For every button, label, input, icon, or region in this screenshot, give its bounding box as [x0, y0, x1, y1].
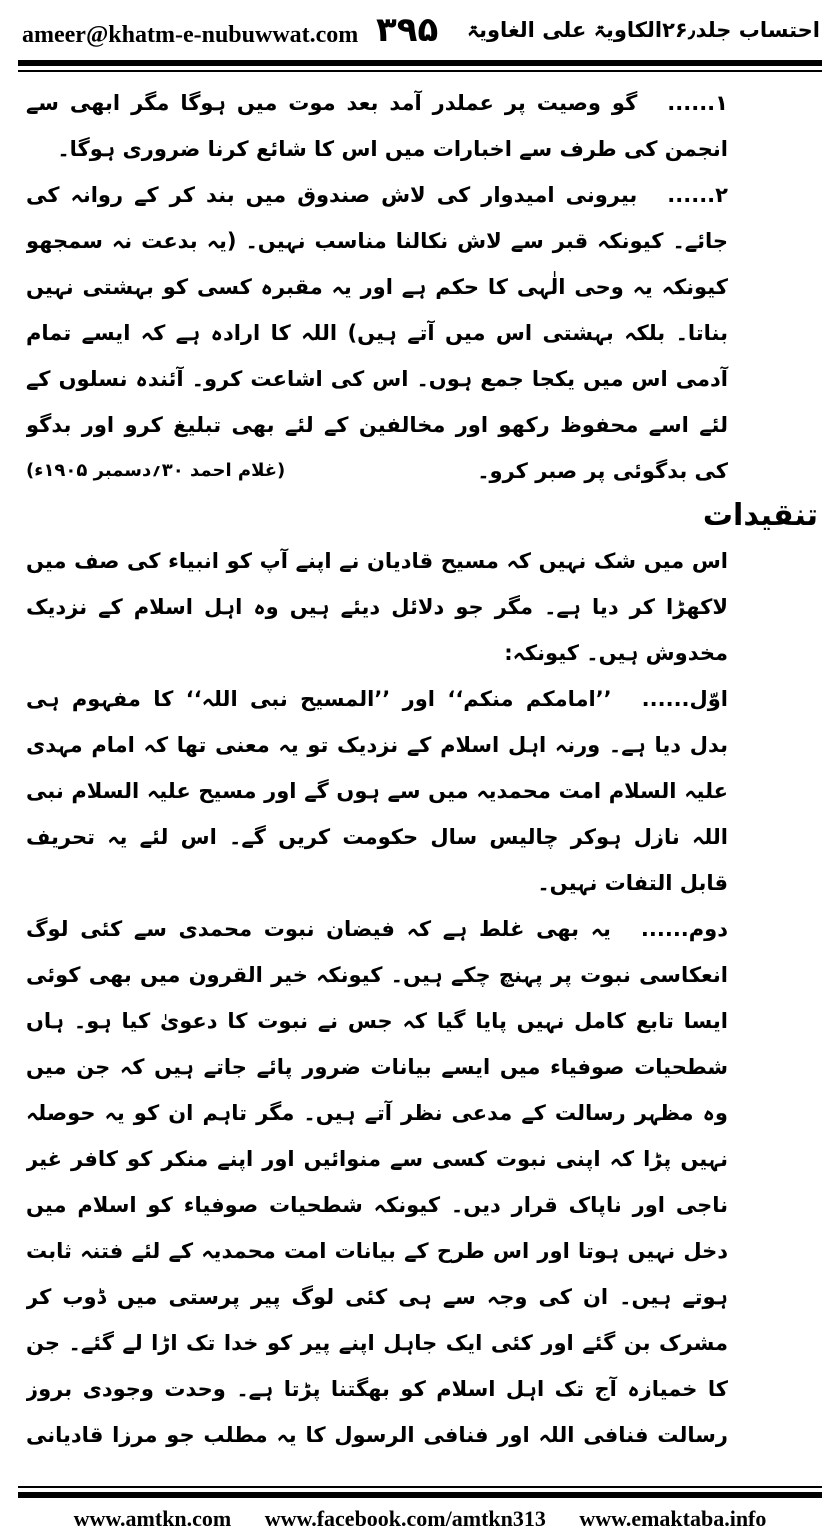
- paragraph-3: اس میں شک نہیں کہ مسیح قادیان نے اپنے آپ کو انبیاء کی صف میں لاکھڑا کر دیا ہے۔ مگر جو دلائل دیئے ہیں وہ اہل اسلام کے نزدیک مخدوش ہیں۔ کیونکہ:: [26, 549, 728, 665]
- header-rule-thin: [18, 70, 822, 72]
- paragraph-5-label: دوم......: [640, 917, 728, 941]
- page-footer: [0, 1476, 840, 1540]
- paragraph-4-text: ’’امامکم منکم‘‘ اور ’’المسیح نبی اللہ‘‘ کا مفہوم ہی بدل دیا ہے۔ ورنہ اہل اسلام کے نزدیک تو یہ معنی تھا کہ امام مہدی علیہ السلام امت محمدیہ میں سے ہوں گے اور مسیح علیہ السلام نبی اللہ نازل ہوکر چالیس سال حکومت کریں گے۔ اس لئے یہ تحریف قابل التفات نہیں۔: [26, 687, 728, 895]
- footer-link-facebook[interactable]: www.facebook.com/amtkn313: [264, 1506, 546, 1531]
- footer-link-amtkn[interactable]: www.amtkn.com: [73, 1506, 232, 1531]
- paragraph-2: [26, 172, 818, 494]
- paragraph-5: [26, 906, 818, 1465]
- page-body: [26, 80, 818, 1465]
- page-header: [0, 0, 840, 62]
- paragraph-1-number: ۱......: [667, 91, 728, 115]
- section-heading: تنقیدات: [702, 498, 818, 533]
- footer-rule-thick: [18, 1492, 822, 1498]
- paragraph-2-text: بیرونی امیدوار کی لاش صندوق میں بند کر کے روانہ کی جائے۔ کیونکہ قبر سے لاش نکالنا مناسب نہیں۔ (یہ بدعت نہ سمجھو کیونکہ یہ وحی الٰہی کا حکم ہے اور یہ مقبرہ کسی کو بہشتی نہیں بناتا۔ بلکہ بہشتی اس میں آتے ہیں) اللہ کا ارادہ ہے کہ ایسے تمام آدمی اس میں یکجا جمع ہوں۔ اس کی اشاعت کرو۔ آئندہ نسلوں کے لئے اسے محفوظ رکھو اور مخالفین کے لئے بھی تبلیغ کرو اور بدگو کی بدگوئی پر صبر کرو۔: [26, 183, 728, 483]
- signature: (غلام احمد ۳۰؍دسمبر ۱۹۰۵ء): [26, 460, 286, 481]
- paragraph-4-label: اوّل......: [641, 687, 728, 711]
- paragraph-1: [26, 80, 818, 172]
- header-email: ameer@khatm-e-nubuwwat.com: [22, 22, 359, 48]
- paragraph-1-text: گو وصیت پر عملدر آمد بعد موت میں ہوگا مگر ابھی سے انجمن کی طرف سے اخبارات میں اس کا شائع کرنا ضروری ہوگا۔: [26, 91, 728, 161]
- paragraph-5-text: یہ بھی غلط ہے کہ فیضان نبوت محمدی سے کئی لوگ انعکاسی نبوت پر پہنچ چکے ہیں۔ کیونکہ خیر القرون میں بھی کوئی ایسا تابع کامل نہیں پایا گیا کہ جس نے نبوت کا دعویٰ کیا ہو۔ ہاں شطحیات صوفیاء میں ایسے بیانات ضرور پائے جاتے ہیں کہ جن میں وہ مظہر رسالت کے مدعی نظر آتے ہیں۔ مگر تاہم ان کو یہ حوصلہ نہیں پڑا کہ اپنی نبوت کسی سے منوائیں اور اپنے منکر کو کافر غیر ناجی اور ناپاک قرار دیں۔ کیونکہ شطحیات صوفیاء کو اسلام میں دخل نہیں ہوتا اور اس طرح کے بیانات امت محمدیہ کے لئے فتنہ ثابت ہوتے ہیں۔ ان کی وجہ سے ہی کئی لوگ پیر پرستی میں ڈوب کر مشرک بن گئے اور کئی ایک جاہل اپنے پیر کو خدا تک اڑا لے گئے۔ جن کا خمیازہ آج تک اہل اسلام کو بھگتنا پڑتا ہے۔ وحدت وجودی بروز رسالت فنافی اللہ اور فنافی الرسول کا یہ مطلب جو مرزا قادیانی: [26, 917, 728, 1447]
- paragraph-2-number: ۲......: [667, 183, 728, 207]
- page-number: ۳۹۵: [376, 10, 439, 50]
- book-title: احتساب جلد۲۶٫الکاویۃ علی الغاویۃ: [466, 18, 820, 42]
- header-rule-thick: [18, 60, 822, 66]
- footer-rule-thin: [18, 1486, 822, 1488]
- paragraph-4: [26, 676, 818, 906]
- footer-links: [18, 1506, 822, 1532]
- footer-link-emaktaba[interactable]: www.emaktaba.info: [579, 1506, 767, 1531]
